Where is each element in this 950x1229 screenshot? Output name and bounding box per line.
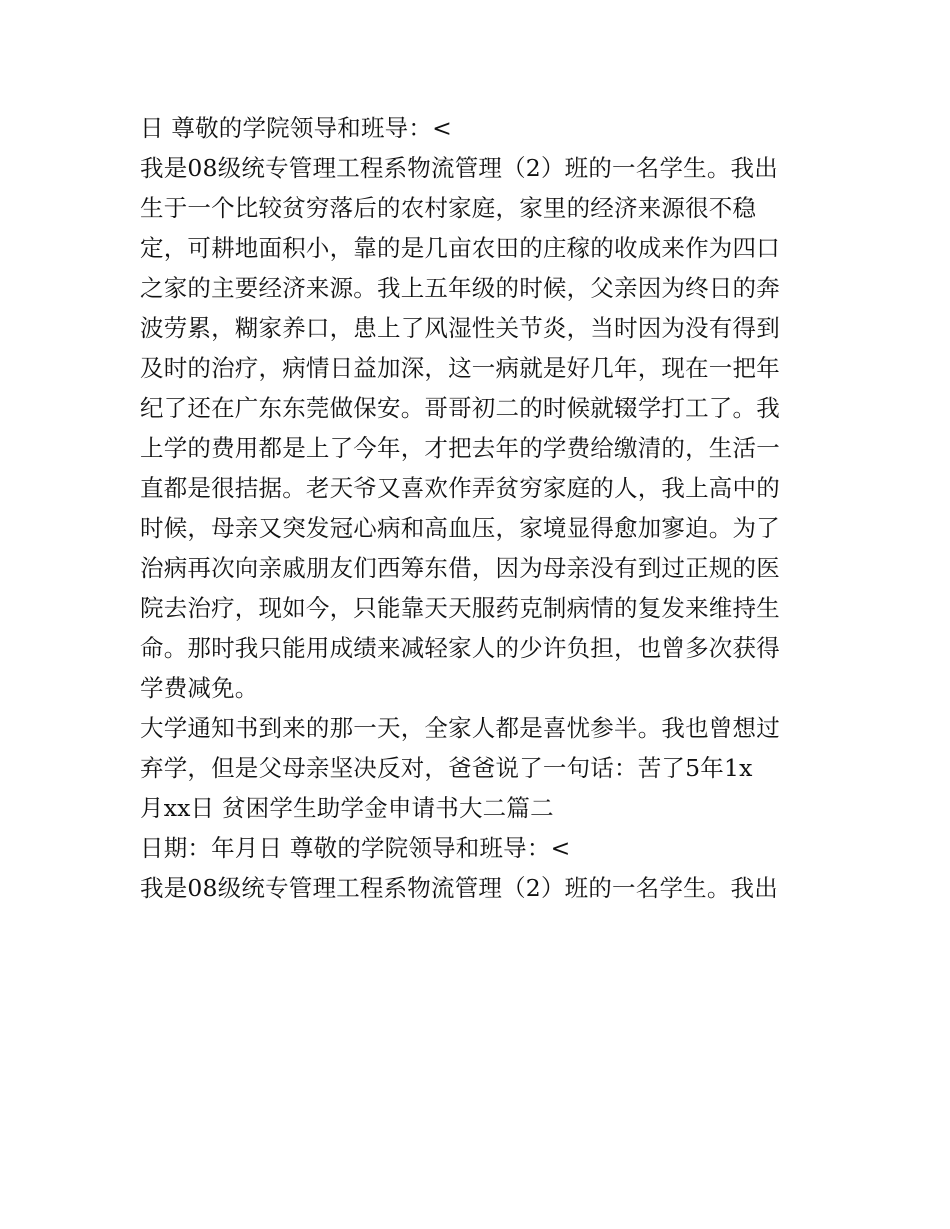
text-line: 生于一个比较贫穷落后的农村家庭，家里的经济来源很不稳 (140, 194, 757, 222)
text-line: 之家的主要经济来源。我上五年级的时候，父亲因为终日的奔 (140, 274, 780, 302)
text-line: 我是08级统专管理工程系物流管理（2）班的一名学生。我出 (140, 154, 778, 182)
text-line: 纪了还在广东东莞做保安。哥哥初二的时候就辍学打工了。我 (140, 394, 780, 422)
text-line: 波劳累，糊家养口，患上了风湿性关节炎，当时因为没有得到 (140, 314, 780, 342)
text-line: 大学通知书到来的那一天，全家人都是喜忧参半。我也曾想过 (140, 714, 780, 742)
text-line: 学费减免。 (140, 674, 259, 702)
text-line: 月xx日 贫困学生助学金申请书大二篇二 (140, 794, 554, 822)
text-line: 弃学，但是父母亲坚决反对，爸爸说了一句话：苦了5年1x (140, 754, 753, 782)
text-line: 及时的治疗，病情日益加深，这一病就是好几年，现在一把年 (140, 354, 780, 382)
text-line: 院去治疗，现如今，只能靠天天服药克制病情的复发来维持生 (140, 594, 780, 622)
text-line: 定，可耕地面积小，靠的是几亩农田的庄稼的收成来作为四口 (140, 234, 780, 262)
text-line: 命。那时我只能用成绩来减轻家人的少许负担，也曾多次获得 (140, 634, 780, 662)
text-line: 直都是很拮据。老天爷又喜欢作弄贫穷家庭的人，我上高中的 (140, 474, 780, 502)
text-line: 日 尊敬的学院领导和班导：< (140, 114, 452, 142)
text-line: 上学的费用都是上了今年，才把去年的学费给缴清的，生活一 (140, 434, 780, 462)
text-line: 时候，母亲又突发冠心病和高血压，家境显得愈加寥迫。为了 (140, 514, 780, 542)
document-body (140, 108, 820, 908)
text-line: 我是08级统专管理工程系物流管理（2）班的一名学生。我出 (140, 874, 778, 902)
text-line: 治病再次向亲戚朋友们西筹东借，因为母亲没有到过正规的医 (140, 554, 780, 582)
text-line: 日期：年月日 尊敬的学院领导和班导：< (140, 834, 571, 862)
